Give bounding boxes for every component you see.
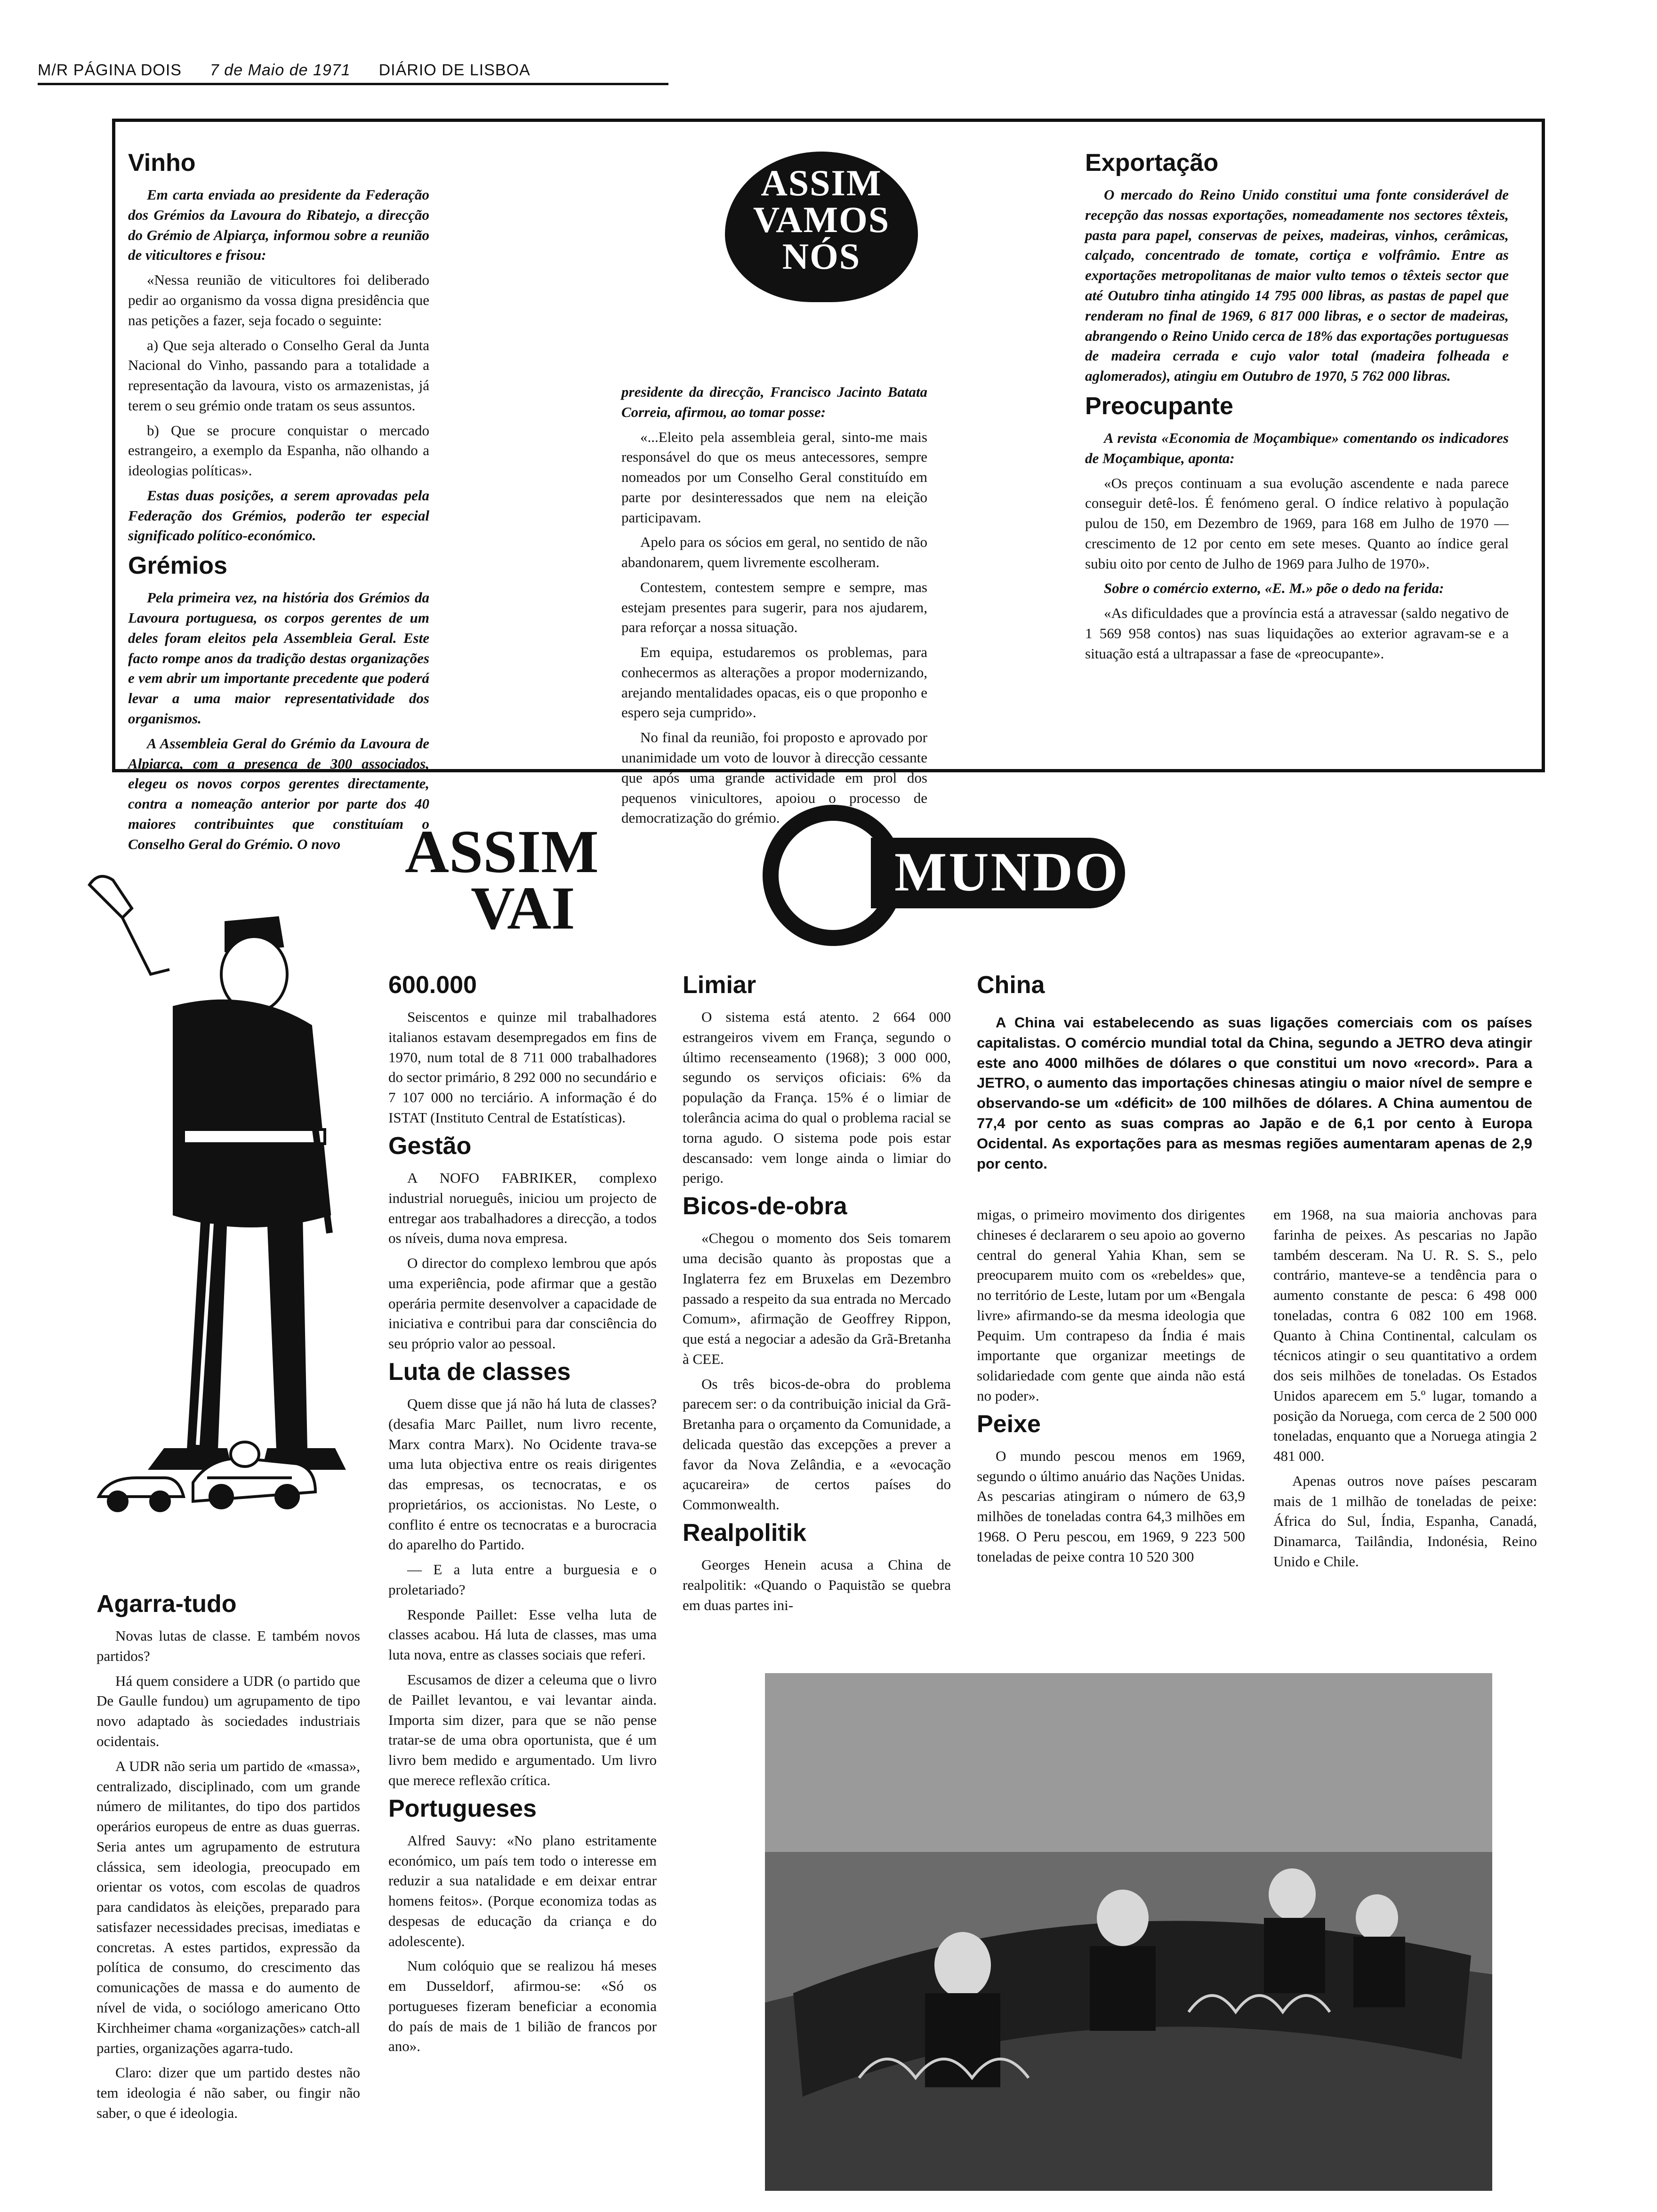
preocupante-lead2: Sobre o comércio externo, «E. M.» põe o dedo na ferida: [1104,580,1444,597]
exportacao-title: Exportação [1085,149,1219,176]
middle-p1: «...Eleito pela assembleia geral, sinto-me mais responsável do que os meus antecessores, sempre nomeados por um Conselho Geral constituído em parte por desinteressados que nem na eleição participavam. [621,428,927,526]
masthead [38,61,668,85]
policeman-illustration [71,866,372,1563]
world-col-4 [1273,1205,1537,1577]
luta-p1: Quem disse que já não há luta de classes? (desafia Marc Paillet, num livro recente, Marx contra Marx). No Ocidente trava-se uma luta objectiva entre os reais dirigentes das empresas, os tecnocratas, e os proprietários, os accionistas. No Leste, o conflito é entre os tecnocratas e a burocracia do aparelho do Partido. [388,1395,657,1553]
middle-lead: presidente da direcção, Francisco Jacinto Batata Correia, afirmou, ao tomar posse: [621,384,927,420]
portugueses-p2: Num colóquio que se realizou há meses em Dusseldorf, afirmou-se: «Só os portugueses fizeram beneficiar a economia do país de mais de 1 bilião de francos por ano». [388,1957,657,2055]
agarra-p1: Novas lutas de classe. E também novos partidos? [97,1627,360,1664]
preocupante-title: Preocupante [1085,392,1233,420]
gremios-p2: A Assembleia Geral do Grémio da Lavoura de Alpiarça, com a presença de 300 associados, elegeu os novos corpos gerentes directamente, contra a nomeação anterior por parte dos 40 maiores contribuintes que constituíam o Conselho Geral do Grémio. O novo [128,735,429,852]
vinho-p3: b) Que se procure conquistar o mercado estrangeiro, a exemplo da Espanha, não olhando a ideologias políticas». [128,422,429,479]
badge-line-2: VAMOS [753,199,890,240]
realpolitik-title: Realpolitik [683,1519,806,1547]
world-col-1 [388,972,657,2061]
bicos-p1: «Chegou o momento dos Seis tomarem uma decisão quanto às propostas que a Inglaterra fez em Bruxelas em Dezembro passado a respeito da sua entrada no Mercado Comum», afirmação de Geoffrey Rippon, que está a negociar a adesão da Grã-Bretanha à CEE. [683,1230,951,1367]
agarra-p2: Há quem considere a UDR (o partido que De Gaulle fundou) um agrupamento de tipo novo adaptado às sociedades industriais ocidentais. [97,1672,360,1750]
title-o-mundo-badge [763,805,1149,955]
s600-p1: Seiscentos e quinze mil trabalhadores italianos estavam desempregados em fins de 1970, num total de 8 711 000 trabalhadores do sector primário, 8 292 000 no secundário e 7 107 000 no terciário. A informação é do ISTAT (Instituto Central de Estatísticas). [388,1009,657,1126]
agarra-p3: A UDR não seria um partido de «massa», centralizado, disciplinado, com um grande número de militantes, do tipo dos partidos operários europeus de entre as duas guerras. Seria antes um agrupamento de estrutura clássica, sem ideologia, preocupado em orientar os votos, com escolas de quadros para candidatos às eleições, preparado para satisfazer necessidades precisas, imediatas e concretas. A estes partidos, expressão da política de consumo, do crescimento das comunicações de massa e do aumento de nível de vida, o sociólogo americano Otto Kirchheimer chama «organizações» catch-all parties, organizações agarra-tudo. [97,1757,360,2056]
middle-p5: No final da reunião, foi proposto e aprovado por unanimidade um voto de louvor à direcção cessante que após uma grande actividade em prol dos pequenos vinicultores, apoiou o processo de democratização do grémio. [621,729,927,826]
vinho-title: Vinho [128,149,196,176]
limiar-p1: O sistema está atento. 2 664 000 estrangeiros vivem em França, segundo o último recenseamento (1968); 3 000 000, segundo os serviços oficiais: 6% da população da França. 15% é o limiar de tolerância acima do qual o problema racial se torna agudo. O sistema pode pois estar descansado: vem longe ainda o limiar do perigo. [683,1009,951,1186]
bicos-p2: Os três bicos-de-obra do problema parecem ser: o da contribuição inicial da Grã-Bretanha para o orçamento da Comunidade, a delicada questão das excepções a prever a favor da Nova Zelândia, e a «evocação açucareira» de certos países do Commonwealth. [683,1375,951,1513]
exportacao-p1: O mercado do Reino Unido constitui uma fonte considerável de recepção das nossas exportações, nomeadamente nos sectores têxteis, pasta para papel, conservas de peixes, madeiras, vinhos, cerâmicas, calçado, concentrado de tomate, cortiça e volfrâmio. Entre as exportações metropolitanas de maior vulto temos o têxteis sector que até Outubro tinha atingido 14 795 000 libras, as pastas de papel que renderam no final de 1969, 6 817 000 libras, e o sector de madeiras, abrangendo o Reino Unido cerca de 18% das exportações portuguesas de madeira cerrada e cujo valor total (madeira folheada e aglomerados), atingiu em Outubro de 1970, 5 762 000 libras. [1085,186,1509,385]
china-p1: A China vai estabelecendo as suas ligações comerciais com os países capitalistas. O comércio mundial total da China, segundo a JETRO deva atingir este ano 4000 milhões de dólares o que constitui um novo «record». Para a JETRO, o aumento das importações chinesas atingiu o maior nível de sempre e observando-se um «déficit» de 100 milhões de dólares. A China aumentou de 77,4 por cento as suas compras ao Japão e de 6,1 por cento à Europa Ocidental. As exportações para as mesmas regiões aumentaram apenas de 2,9 por cento. [977,1014,1532,1172]
badge-line-1: ASSIM [761,162,882,203]
preocupante-p2: «As dificuldades que a província está a atravessar (saldo negativo de 1 569 958 contos) nas suas liquidações ao exterior agravam-se e a situação está a ultrapassar a fase de «preocupante». [1085,605,1509,662]
middle-p2: Apelo para os sócios em geral, no sentido de não abandonarem, quem livremente escolheram. [621,534,927,571]
portugueses-p1: Alfred Sauvy: «No plano estritamente económico, um país tem todo o interesse em reduzir a sua natalidade e em deixar entrar homens feitos». (Porque economiza todas as despesas de educação da criança e do adolescente). [388,1832,657,1949]
china-p2: migas, o primeiro movimento dos dirigentes chineses é declararem o seu apoio ao governo central do general Yahia Khan, sem se preocuparem muito com os «rebeldes» que, no território de Leste, lutam por um «Bengala livre» afirmando-se da mesma ideologia que Pequim. Um contrapeso da Índia é mais importante que organizar meetings de solidariedade com gente que ainda não está no poder». [977,1206,1245,1404]
world-col-2 [683,972,951,1620]
luta-p3: Responde Paillet: Esse velha luta de classes acabou. Há luta de classes, mas uma luta nova, entre as classes sociais que referi. [388,1606,657,1663]
title-vai: VAI [471,874,575,942]
middle-p3: Contestem, contestem sempre e sempre, mas estejam presentes para sugerir, para nos ajudarem, para reforçar a nossa situação. [621,578,927,636]
gremios-p1: Pela primeira vez, na história dos Grémios da Lavoura portuguesa, os corpos gerentes de um deles foram eleitos pela Assembleia Geral. Este facto rompe anos da tradição destas organizações e vem abrir um importante precedente que poderá levar a uma maior representatividade dos organismos. [128,589,429,727]
world-col-3 [977,1205,1245,1571]
gestao-p1: A NOFO FABRIKER, complexo industrial norueguês, iniciou um projecto de entregar aos trabalhadores a direcção, a todos os níveis, duma nova empresa. [388,1169,657,1247]
realpolitik-p1: Georges Henein acusa a China de realpolitik: «Quando o Paquistão se quebra em duas partes ini- [683,1556,951,1613]
masthead-paper: DIÁRIO DE LISBOA [378,61,531,79]
vinho-p1: «Nessa reunião de viticultores foi deliberado pedir ao organismo da vossa digna presidência que nas petições a fazer, seja focado o seguinte: [128,272,429,329]
fishermen-photo-graphic [765,1673,1492,2191]
badge-line-3: NÓS [782,236,861,277]
vinho-p2: a) Que seja alterado o Conselho Geral da Junta Nacional do Vinho, passando para a totalidade a representação da lavoura, visto os armazenistas, já terem o seu grémio onde tratam os seus assuntos. [128,337,429,414]
preocupante-p1: «Os preços continuam a sua evolução ascendente e nada parece conseguir detê-los. É fenómeno geral. O índice relativo à população pulou de 150, em Dezembro de 1969, para 168 em Julho de 1970 — crescimento de 12 por cento em sete meses. Quanto ao índice geral subiu oito por cento de Julho de 1969 para Julho de 1970». [1085,474,1509,572]
gremios-title: Grémios [128,552,227,580]
gestao-title: Gestão [388,1132,472,1160]
portugueses-title: Portugueses [388,1795,537,1822]
box-col-middle [621,382,927,833]
peixe-p2: em 1968, na sua maioria anchovas para farinha de peixes. As pescarias no Japão também desceram. Na U. R. S. S., pelo contrário, manteve-se a tendência para o aumento constante de pesca: 6 498 000 toneladas, contra 6 082 100 em 1968. Quanto à China Continental, calculam os técnicos atingir o seu quantitativo a ordem dos seis milhões de toneladas. Os Estados Unidos aparecem em 5.º lugar, tomando a posição da Noruega, com cerca de 2 500 000 toneladas, enquanto que a Noruega atingia 2 481 000. [1273,1206,1537,1465]
preocupante-lead: A revista «Economia de Moçambique» comentando os indicadores de Moçambique, aponta: [1085,430,1509,466]
title-assim: ASSIM [405,818,599,886]
china-block [977,972,1532,1178]
vinho-lead: Em carta enviada ao presidente da Federação dos Grémios da Lavoura do Ribatejo, a direcção do Grémio de Alpiarça, informou sobre a reunião de viticultores e frisou: [128,186,429,264]
box-col-left [128,150,429,859]
peixe-p3: Apenas outros nove países pescaram mais de 1 milhão de toneladas de peixe: África do Sul, Índia, Espanha, Canadá, Dinamarca, Tailândia, Indonésia, Reino Unido e Chile. [1273,1472,1537,1570]
luta-title: Luta de classes [388,1358,571,1386]
s600-title: 600.000 [388,971,477,999]
gestao-p2: O director do complexo lembrou que após uma experiência, pode afirmar que a gestão operária permite desenvolver a capacidade de iniciativa e contribui para dar consciência do seu próprio valor ao pessoal. [388,1255,657,1352]
bicos-title: Bicos-de-obra [683,1193,847,1220]
fishermen-photo [765,1673,1492,2191]
luta-p4: Escusamos de dizer a celeuma que o livro de Paillet levantou, e vai levantar ainda. Importa sim dizer, para que se não pense tratar-se de uma obra oportunista, que é um livro bem medido e argumentado. Um livro que merece reflexão crítica. [388,1671,657,1788]
masthead-date: 7 de Maio de 1971 [209,61,351,79]
assim-vai-o-mundo-title [405,800,1120,960]
masthead-section: M/R PÁGINA DOIS [38,61,182,79]
peixe-title: Peixe [977,1410,1041,1438]
agarra-p4: Claro: dizer que um partido destes não tem ideologia é não saber, ou fingir não saber, o que é ideologia. [97,2064,360,2121]
middle-p4: Em equipa, estudaremos os problemas, para conhecermos as alterações a propor modernizando, arejando mentalidades opacas, eis o que proponho e espero seja cumprido». [621,644,927,721]
title-mundo: MUNDO [894,841,1120,903]
box-col-right [1085,150,1509,668]
china-title: China [977,971,1045,999]
agarra-tudo-column [97,1591,360,2128]
agarra-tudo-title: Agarra-tudo [97,1590,237,1618]
assim-vamos-nos-badge [725,152,918,302]
peixe-p1: O mundo pescou menos em 1969, segundo o último anuário das Nações Unidas. As pescarias atingiram o número de 63,9 milhões de toneladas contra 64,3 milhões em 1968. O Peru pescou, em 1969, 9 223 500 toneladas de peixe contra 10 520 300 [977,1447,1245,1565]
luta-p2: — E a luta entre a burguesia e o proletariado? [388,1561,657,1598]
vinho-p4: Estas duas posições, a serem aprovadas pela Federação dos Grémios, poderão ter especial significado político-económico. [128,487,429,544]
limiar-title: Limiar [683,971,756,999]
